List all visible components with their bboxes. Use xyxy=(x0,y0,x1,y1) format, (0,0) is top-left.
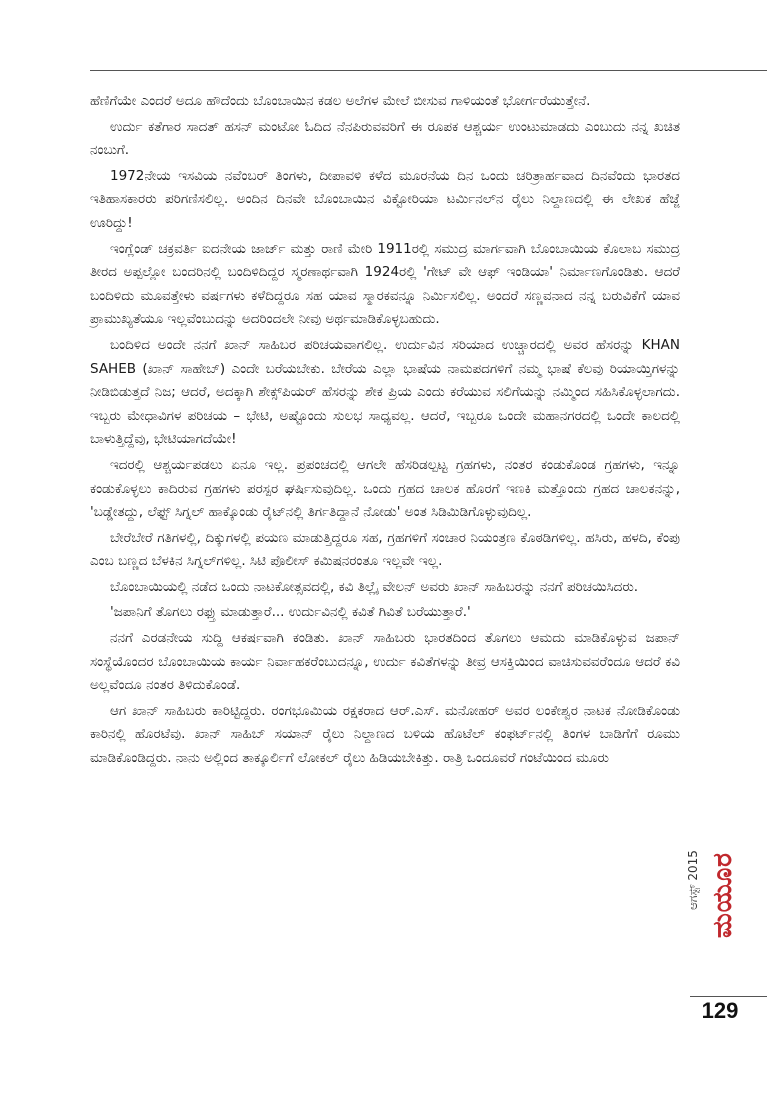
article-paragraph: 1972ನೇಯ ಇಸವಿಯ ನವೆಂಬರ್ ತಿಂಗಳು, ದೀಪಾವಳಿ ಕಳೆದ ಮೂರನೆಯ ದಿನ ಒಂದು ಚರಿತ್ರಾರ್ಹವಾದ ದಿನವೆಂದು ಭಾರತದ ಇತಿಹಾಸಕಾರರು ಪರಿಗಣಿಸಲಿಲ್ಲ. ಅಂದಿನ ದಿನವೇ ಬೊಂಬಾಯಿನ ವಿಕ್ಟೋರಿಯಾ ಟರ್ಮಿನಲ್‌ನ ರೈಲು ನಿಲ್ದಾಣದಲ್ಲಿ ಈ ಲೇಖಕ ಹೆಜ್ಜೆ ಊರಿದ್ದು! xyxy=(90,167,680,231)
page-number: 129 xyxy=(701,998,739,1023)
issue-month: ಆಗಸ್ಟ್ 2015 xyxy=(686,850,700,910)
article-paragraph: ಆಗ ಖಾನ್ ಸಾಹಿಬರು ಕಾರಿಟ್ಟಿದ್ದರು. ರಂಗಭೂಮಿಯ ರಕ್ಷಕರಾದ ಆರ್.ಎಸ್. ಮನೋಹರ್ ಅವರ ಲಂಕೇಶ್ವರ ನಾಟಕ ನೋಡಿಕೊಂಡು ಕಾರಿನಲ್ಲಿ ಹೊರಟೆವು. ಖಾನ್ ಸಾಹಿಬ್ ಸಯಾನ್ ರೈಲು ನಿಲ್ದಾಣದ ಬಳಿಯ ಹೊಟೆಲ್ ಕಂಫರ್ಟ್‌ನಲ್ಲಿ ತಿಂಗಳ ಬಾಡಿಗೆಗೆ ರೂಮು ಮಾಡಿಕೊಂಡಿದ್ದರು. ನಾನು ಅಲ್ಲಿಂದ ತಾಕ್ಕೂರ್ಲಿಗೆ ಲೋಕಲ್ ರೈಲು ಹಿಡಿಯಬೇಕಿತ್ತು. ರಾತ್ರಿ ಒಂದೂವರೆ ಗಂಟೆಯಿಂದ ಮೂರು xyxy=(90,702,680,767)
article-paragraph: 'ಜಪಾನಿಗೆ ತೊಗಲು ರಫ್ತು ಮಾಡುತ್ತಾರೆ... ಉರ್ದುವಿನಲ್ಲಿ ಕವಿತೆ ಗಿವಿತೆ ಬರೆಯುತ್ತಾರೆ.' xyxy=(110,604,471,621)
article-paragraph: ಇದರಲ್ಲಿ ಆಶ್ಚರ್ಯಪಡಲು ಏನೂ ಇಲ್ಲ. ಪ್ರಪಂಚದಲ್ಲಿ ಆಗಲೇ ಹೆಸರಿಡಲ್ಪಟ್ಟ ಗ್ರಹಗಳು, ನಂತರ ಕಂಡುಕೊಂಡ ಗ್ರಹಗಳು, ಇನ್ನೂ ಕಂಡುಕೊಳ್ಳಲು ಕಾದಿರುವ ಗ್ರಹಗಳು ಪರಸ್ಪರ ಘರ್ಷಿಸುವುದಿಲ್ಲ. ಒಂದು ಗ್ರಹದ ಚಾಲಕ ಹೊರಗೆ ಇಣಕಿ ಮತ್ತೊಂದು ಗ್ರಹದ ಚಾಲಕನನ್ನು, 'ಬಡ್ಡೇತದ್ದು, ಲೆಫ್ಟ್ ಸಿಗ್ನಲ್ ಹಾಕ್ಕೊಂಡು ರೈಟ್‌ನಲ್ಲಿ ತಿರ್ಗತಿದ್ದಾನೆ ನೋಡು' ಅಂತ ಸಿಡಿಮಿಡಿಗೊಳ್ಳುವುದಿಲ್ಲ. xyxy=(90,456,680,521)
magazine-name: ಮಯೂರ xyxy=(708,852,738,938)
article-paragraph: ಇಂಗ್ಲೆಂಡ್ ಚಕ್ರವರ್ತಿ ಐದನೇಯ ಜಾರ್ಜ್ ಮತ್ತು ರಾಣಿ ಮೇರಿ 1911ರಲ್ಲಿ ಸಮುದ್ರ ಮಾರ್ಗವಾಗಿ ಬೊಂಬಾಯಿಯ ಕೊಲಾಬ ಸಮುದ್ರ ತೀರದ ಅಪ್ಪಲ್ಲೋ ಬಂದರಿನಲ್ಲಿ ಬಂದಿಳಿದಿದ್ದರ ಸ್ಮರಣಾರ್ಥವಾಗಿ 1924ರಲ್ಲಿ 'ಗೇಟ್ ವೇ ಆಫ್ ಇಂಡಿಯಾ' ನಿರ್ಮಾಣಗೊಂಡಿತು. ಆದರೆ ಬಂದಿಳಿದು ಮೂವತ್ತೇಳು ವರ್ಷಗಳು ಕಳೆದಿದ್ದರೂ ಸಹ ಯಾವ ಸ್ಮಾರಕವನ್ನೂ ನಿರ್ಮಿಸಲಿಲ್ಲ. ಅಂದರೆ ಸಣ್ಣವನಾದ ನನ್ನ ಬರುವಿಕೆಗೆ ಯಾವ ಪ್ರಾಮುಖ್ಯತೆಯೂ ಇಲ್ಲವೆಂಬುದನ್ನು ಅದರಿಂದಲೇ ನೀವು ಅರ್ಥಮಾಡಿಕೊಳ್ಳಬಹುದು. xyxy=(90,240,680,328)
article-paragraph: ಹೆಣಿಗೆಯೇ ಎಂದರೆ ಅದೂ ಹೌದೆಂದು ಬೊಂಬಾಯಿನ ಕಡಲ ಅಲೆಗಳ ಮೇಲೆ ಬೀಸುವ ಗಾಳಿಯಂತೆ ಭೋರ್ಗರೆಯುತ್ತೇನೆ. xyxy=(90,93,591,109)
article-paragraph: ಬಂದಿಳಿದ ಅಂದೇ ನನಗೆ ಖಾನ್ ಸಾಹಿಬರ ಪರಿಚಯವಾಗಲಿಲ್ಲ. ಉರ್ದುವಿನ ಸರಿಯಾದ ಉಚ್ಚಾರದಲ್ಲಿ ಅವರ ಹೆಸರನ್ನು KHAN SAHEB (ಖಾನ್ ಸಾಹೇಬ್) ಎಂದೇ ಬರೆಯಬೇಕು. ಬೇರೆಯ ಎಲ್ಲಾ ಭಾಷೆಯ ನಾಮಪದಗಳಿಗೆ ನಮ್ಮ ಭಾಷೆ ಕೆಲವು ರಿಯಾಯ್ತಿಗಳನ್ನು ನೀಡಿಬಿಡುತ್ತದೆ ನಿಜ; ಆದರೆ, ಅದಕ್ಕಾಗಿ ಶೇಕ್ಸ್‌ಪಿಯರ್ ಹೆಸರನ್ನು ಶೇಕ ಪ್ರಿಯ ಎಂದು ಕರೆಯುವ ಸಲಿಗೆಯನ್ನು ನಮ್ಮಿಂದ ಸಹಿಸಿಕೊಳ್ಳಲಾಗದು. ಇಬ್ಬರು ಮೇಧಾವಿಗಳ ಪರಿಚಯ – ಭೇಟಿ, ಅಷ್ಟೊಂದು ಸುಲಭ ಸಾಧ್ಯವಲ್ಲ. ಆದರೆ, ಇಬ್ಬರೂ ಒಂದೇ ಮಹಾನಗರದಲ್ಲಿ ಒಂದೇ ಕಾಲದಲ್ಲಿ ಬಾಳುತ್ತಿದ್ದೆವು, ಭೇಟಿಯಾಗದೆಯೇ! xyxy=(90,336,680,448)
footer-divider xyxy=(690,996,767,997)
article-paragraph: ಬೇರೆಬೇರೆ ಗತಿಗಳಲ್ಲಿ, ದಿಕ್ಕುಗಳಲ್ಲಿ ಪಯಣ ಮಾಡುತ್ತಿದ್ದರೂ ಸಹ, ಗ್ರಹಗಳಿಗೆ ಸಂಚಾರ ನಿಯಂತ್ರಣ ಕೊಠಡಿಗಳಿಲ್ಲ. ಹಸಿರು, ಹಳದಿ, ಕೆಂಪು ಎಂಬ ಬಣ್ಣದ ಬೆಳಕಿನ ಸಿಗ್ನಲ್‌ಗಳಿಲ್ಲ. ಸಿಟಿ ಪೊಲೀಸ್ ಕಮಿಷನರಂತೂ ಇಲ್ಲವೇ ಇಲ್ಲ. xyxy=(90,529,680,570)
article-paragraph: ಬೊಂಬಾಯಿಯಲ್ಲಿ ನಡೆದ ಒಂದು ನಾಟಕೋತ್ಸವದಲ್ಲಿ, ಕವಿ ತಿಲ್ಲೈ ವೇಲನ್ ಅವರು ಖಾನ್ ಸಾಹಿಬರನ್ನು ನನಗೆ ಪರಿಚಯಿಸಿದರು. xyxy=(110,578,639,595)
article-body xyxy=(90,90,680,773)
article-paragraph: ಉರ್ದು ಕತೆಗಾರ ಸಾದತ್ ಹಸನ್ ಮಂಟೋ ಓದಿದ ನೆನಪಿರುವವರಿಗೆ ಈ ರೂಪಕ ಆಶ್ಚರ್ಯ ಉಂಟುಮಾಡದು ಎಂಬುದು ನನ್ನ ಖಚಿತ ನಂಬುಗೆ. xyxy=(90,118,680,159)
top-divider xyxy=(90,70,767,71)
article-paragraph: ನನಗೆ ಎರಡನೇಯ ಸುದ್ದಿ ಆಕರ್ಷವಾಗಿ ಕಂಡಿತು. ಖಾನ್ ಸಾಹಿಬರು ಭಾರತದಿಂದ ತೊಗಲು ಆಮದು ಮಾಡಿಕೊಳ್ಳುವ ಜಪಾನ್ ಸಂಸ್ಥೆಯೊಂದರ ಬೊಂಬಾಯಿಯ ಕಾರ್ಯ ನಿರ್ವಾಹಕರೆಂಬುದನ್ನೂ, ಉರ್ದು ಕವಿತೆಗಳನ್ನು ತೀವ್ರ ಆಸಕ್ತಿಯಿಂದ ವಾಚಿಸುವವರೆಂದೂ ಆದರೆ ಕವಿ ಅಲ್ಲವೆಂದೂ ನಂತರ ತಿಳಿದುಕೊಂಡೆ. xyxy=(90,630,680,694)
page-sidebar xyxy=(684,800,740,970)
